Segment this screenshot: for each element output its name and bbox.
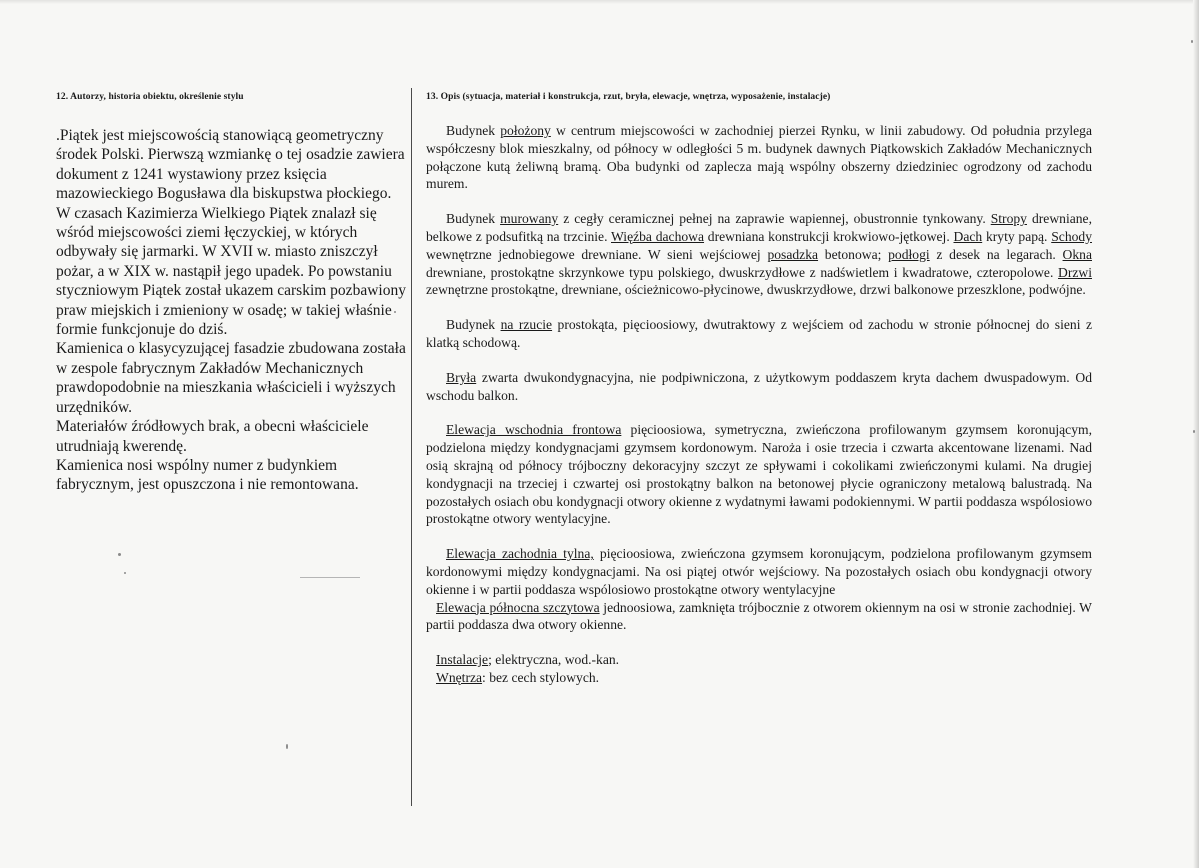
scan-speck [286,744,288,749]
text-run: drewniane, prostokątne skrzynkowe typu polskiego, dwuskrzydłowe z nadświetlem i kwadratowe, czteropolowe. [426,264,1059,280]
scan-speck [124,572,126,574]
massing-paragraph [426,369,1092,405]
history-section [56,92,408,495]
underlined-term: murowany [500,211,559,227]
installations-line [426,651,1092,669]
history-paragraph: Materiałów źródłowych brak, a obecni właściciele utrudniają kwerendę. [56,418,369,455]
underlined-term: Elewacja północna szczytowa [436,599,600,615]
text-run: ; elektryczna, wod.-kan. [488,652,620,668]
underlined-term: na rzucie [500,317,553,333]
underlined-term: Drzwi [1058,264,1092,280]
situation-paragraph [426,122,1092,193]
history-paragraph: Kamienica o klasycyzującej fasadzie zbudowana została w zespole fabrycznym Zakładów Mechanicznych prawdopodobnie na mieszkania właścicieli i wyższych urzędników. [56,340,406,416]
text-run: Budynek [446,317,501,333]
underlined-term: Bryła [446,369,477,385]
construction-paragraph [426,210,1092,299]
text-run: z desek na legarach. [929,246,1063,262]
text-run: pięcioosiowa, zwieńczona gzymsem koronującym, podzielona profilowanym gzymsem kordonowymi między kondygnacjami. Na osi piątej otwór wejściowy. Na pozostałych osiach obu kondygnacji otwory okienne i w partii poddasza wspólosiowo prostokątne otwory wentylacyjne [426,546,1092,597]
interiors-line [426,669,1092,687]
text-run: Budynek [446,211,501,227]
west-elevation-paragraph [426,545,1092,598]
text-run: prostokąta, pięcioosiowy, dwutraktowy z wejściem od zachodu w stronie północnej do sieni z klatką schodową. [426,317,1092,350]
history-text [56,126,408,495]
text-run: jednoosiowa, zamknięta trójbocznie z otworem okiennym na osi w stronie zachodniej. W partii poddasza dwa otwory okienne. [426,599,1093,633]
underlined-term: położony [500,123,551,138]
scan-speck [394,311,396,313]
description-heading: 13. Opis (sytuacja, materiał i konstrukcja, rzut, bryła, elewacje, wnętrza, wyposażenie, instalacje) [426,92,831,102]
text-run: drewniana konstrukcji krokwiowo-jętkowej. [704,228,954,244]
scan-speck [300,577,360,578]
scan-speck [1193,430,1195,433]
underlined-term: Okna [1062,246,1092,262]
text-run: betonowa; [818,246,889,262]
underlined-term: posadzka [767,246,819,262]
north-elevation-paragraph [426,599,1092,635]
history-paragraph: Kamienica nosi wspólny numer z budynkiem fabrycznym, jest opuszczona i nie remontowana. [56,456,359,494]
scan-speck [118,553,121,556]
scan-right-edge [1193,0,1199,868]
underlined-term: Więźba dachowa [611,228,705,244]
text-run: : bez cech stylowych. [482,669,600,685]
description-section [426,92,1092,687]
scan-speck [1191,40,1193,43]
underlined-term: Dach [953,228,983,244]
text-run: zwarta dwukondygnacyjna, nie podpiwniczona, z użytkowym poddaszem kryta dachem dwuspadowym. Od wschodu balkon. [426,369,1092,403]
plan-paragraph [426,316,1092,352]
text-run: w centrum miejscowości w zachodniej pierzei Rynku, w linii zabudowy. Od południa przylega współczesny blok mieszkalny, od północy w odległości 5 m. budynek dawnych Piątkowskich Zakładów Mechanicznych połączone kutą żeliwną bramą. Oba budynki od zaplecza mają wspólny obszerny dziedziniec ogrodzony od zachodu murem. [426,123,1093,192]
history-heading: 12. Autorzy, historia obiektu, określenie stylu [56,92,244,102]
text-run: drewniane, belkowe z podsufitką na trzcinie. [426,211,1092,244]
text-run: pięcioosiowa, symetryczna, zwieńczona profilowanym gzymsem koronującym, podzielona między kondygnacjami gzymsem kordonowym. Naroża i osie trzecia i czwarta akcentowane lizenami. Nad osią skrajną od północy trójboczny dekoracyjny szczyt ze spływami i cokolikami zwieńczonymi kulami. Na drugiej kondygnacji na trzeciej i czwartej osi prostokątny balkon na betonowej płycie ograniczony metalową balustradą. Na pozostałych osiach obu kondygnacji otwory okienne z wydatnymi ławami podokiennymi. W partii poddasza wspólosiowo prostokątne otwory wentylacyjne. [426,422,1092,527]
column-divider [411,88,412,806]
underlined-term: Wnętrza [436,669,483,685]
underlined-term: Elewacja zachodnia tylna, [446,546,594,562]
text-run: Budynek [446,123,501,138]
underlined-term: Instalacje [436,652,489,668]
text-run: z cegły ceramicznej pełnej na zaprawie wapiennej, obustronnie tynkowany. [558,211,991,227]
scan-top-edge [0,0,1199,4]
text-run: kryty papą. [982,228,1052,244]
text-run: wewnętrzne jednobiegowe drewniane. W sieni wejściowej [426,246,768,262]
text-run: zewnętrzne prostokątne, drewniane, ościeżnicowo-płycinowe, dwuskrzydłowe, drzwi balkonowe przeszklone, podwójne. [426,282,1086,298]
underlined-term: Elewacja wschodnia frontowa [446,422,622,438]
underlined-term: Schody [1051,228,1092,244]
history-paragraph: .Piątek jest miejscowością stanowiącą geometryczny środek Polski. Pierwszą wzmiankę o tej osadzie zawiera dokument z 1241 wystawiony przez księcia mazowieckiego Bogusława dla biskupstwa płockiego. W czasach Kazimierza Wielkiego Piątek znalazł się wśród miejscowości ziemi łęczyckiej, w których odbywały się jarmarki. W XVII w. miasto zniszczył pożar, a w XIX w. nastąpił jego upadek. Po powstaniu styczniowym Piątek został ukazem carskim pozbawiony praw miejskich i zmieniony w osadę; w takiej właśnie formie funkcjonuje do dziś. [56,127,406,339]
description-text [426,122,1092,687]
east-elevation-paragraph [426,421,1092,528]
underlined-term: Stropy [990,211,1027,227]
underlined-term: podłogi [888,246,930,262]
